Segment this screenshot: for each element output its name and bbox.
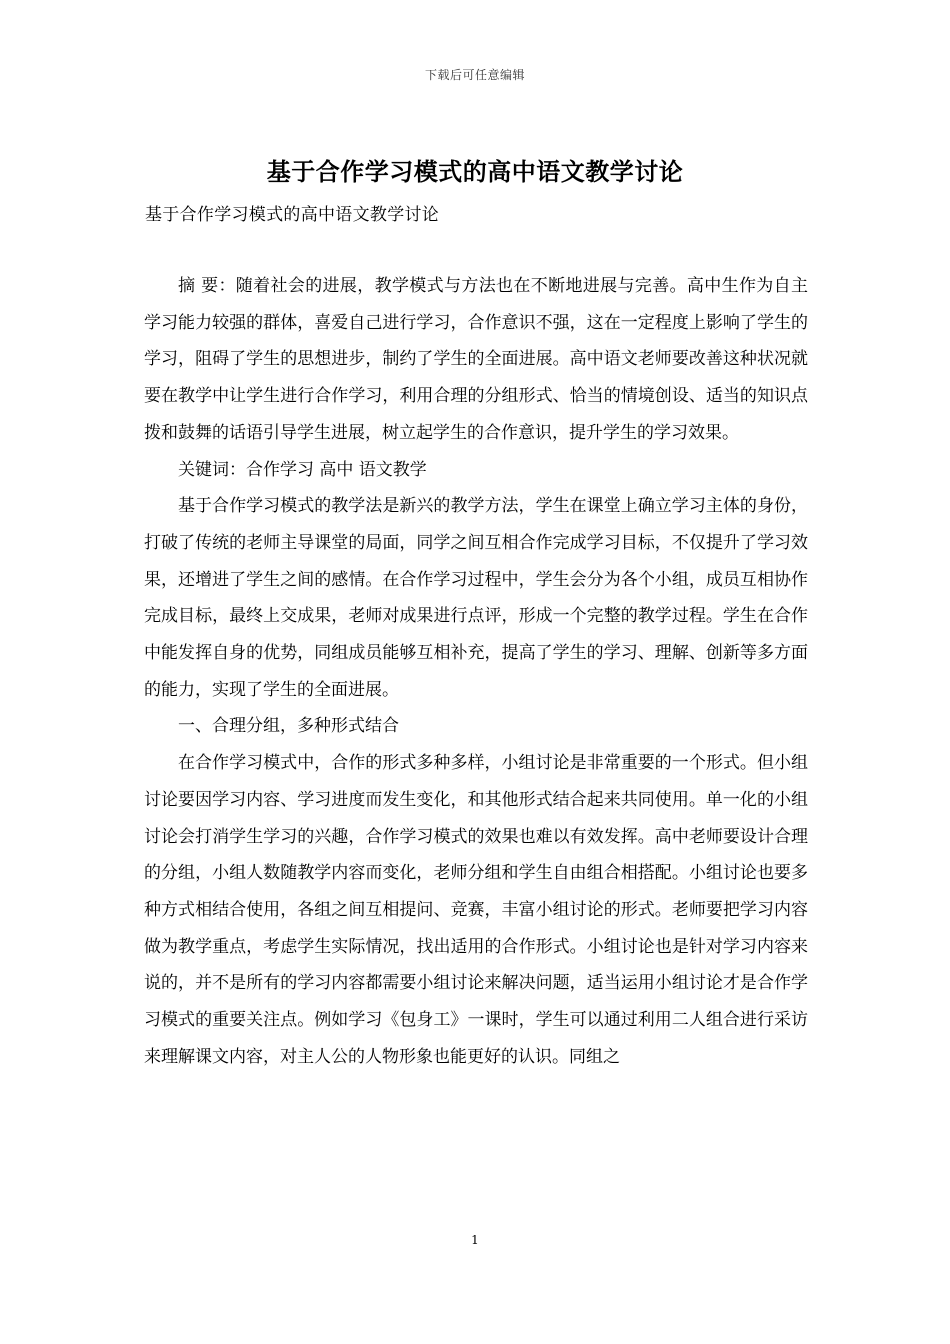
intro-paragraph: 基于合作学习模式的教学法是新兴的教学方法，学生在课堂上确立学习主体的身份，打破了传统的老师主导课堂的局面，同学之间互相合作完成学习目标，不仅提升了学习效果，还增进了学生之间的感情。在合作学习过程中，学生会分为各个小组，成员互相协作完成目标，最终上交成果，老师对成果进行点评，形成一个完整的教学过程。学生在合作中能发挥自身的优势，同组成员能够互相补充，提高了学生的学习、理解、创新等多方面的能力，实现了学生的全面进展。 <box>144 496 808 700</box>
section-heading: 一、合理分组，多种形式结合 <box>178 716 399 737</box>
document-subtitle: 基于合作学习模式的高中语文教学讨论 <box>145 205 440 225</box>
page-number: 1 <box>471 1233 479 1247</box>
document-body <box>144 268 808 1075</box>
abstract-paragraph: 摘 要：随着社会的进展，教学模式与方法也在不断地进展与完善。高中生作为自主学习能力较强的群体，喜爱自己进行学习，合作意识不强，这在一定程度上影响了学生的学习，阻碍了学生的思想进步，制约了学生的全面进展。高中语文老师要改善这种状况就要在教学中让学生进行合作学习，利用合理的分组形式、恰当的情境创设、适当的知识点拨和鼓舞的话语引导学生进展，树立起学生的合作意识，提升学生的学习效果。 <box>144 276 808 443</box>
keywords-paragraph: 关键词：合作学习 高中 语文教学 <box>178 459 427 480</box>
document-title: 基于合作学习模式的高中语文教学讨论 <box>266 157 684 186</box>
section-paragraph: 在合作学习模式中，合作的形式多种多样，小组讨论是非常重要的一个形式。但小组讨论要因学习内容、学习进度而发生变化，和其他形式结合起来共同使用。单一化的小组讨论会打消学生学习的兴趣，合作学习模式的效果也难以有效发挥。高中老师要设计合理的分组，小组人数随教学内容而变化，老师分组和学生自由组合相搭配。小组讨论也要多种方式相结合使用，各组之间互相提问、竞赛，丰富小组讨论的形式。老师要把学习内容做为教学重点，考虑学生实际情况，找出适用的合作形式。小组讨论也是针对学习内容来说的，并不是所有的学习内容都需要小组讨论来解决问题，适当运用小组讨论才是合作学习模式的重要关注点。例如学习《包身工》一课时，学生可以通过利用二人组合进行采访来理解课文内容，对主人公的人物形象也能更好的认识。同组之 <box>144 753 808 1067</box>
header-note: 下载后可任意编辑 <box>424 68 525 82</box>
